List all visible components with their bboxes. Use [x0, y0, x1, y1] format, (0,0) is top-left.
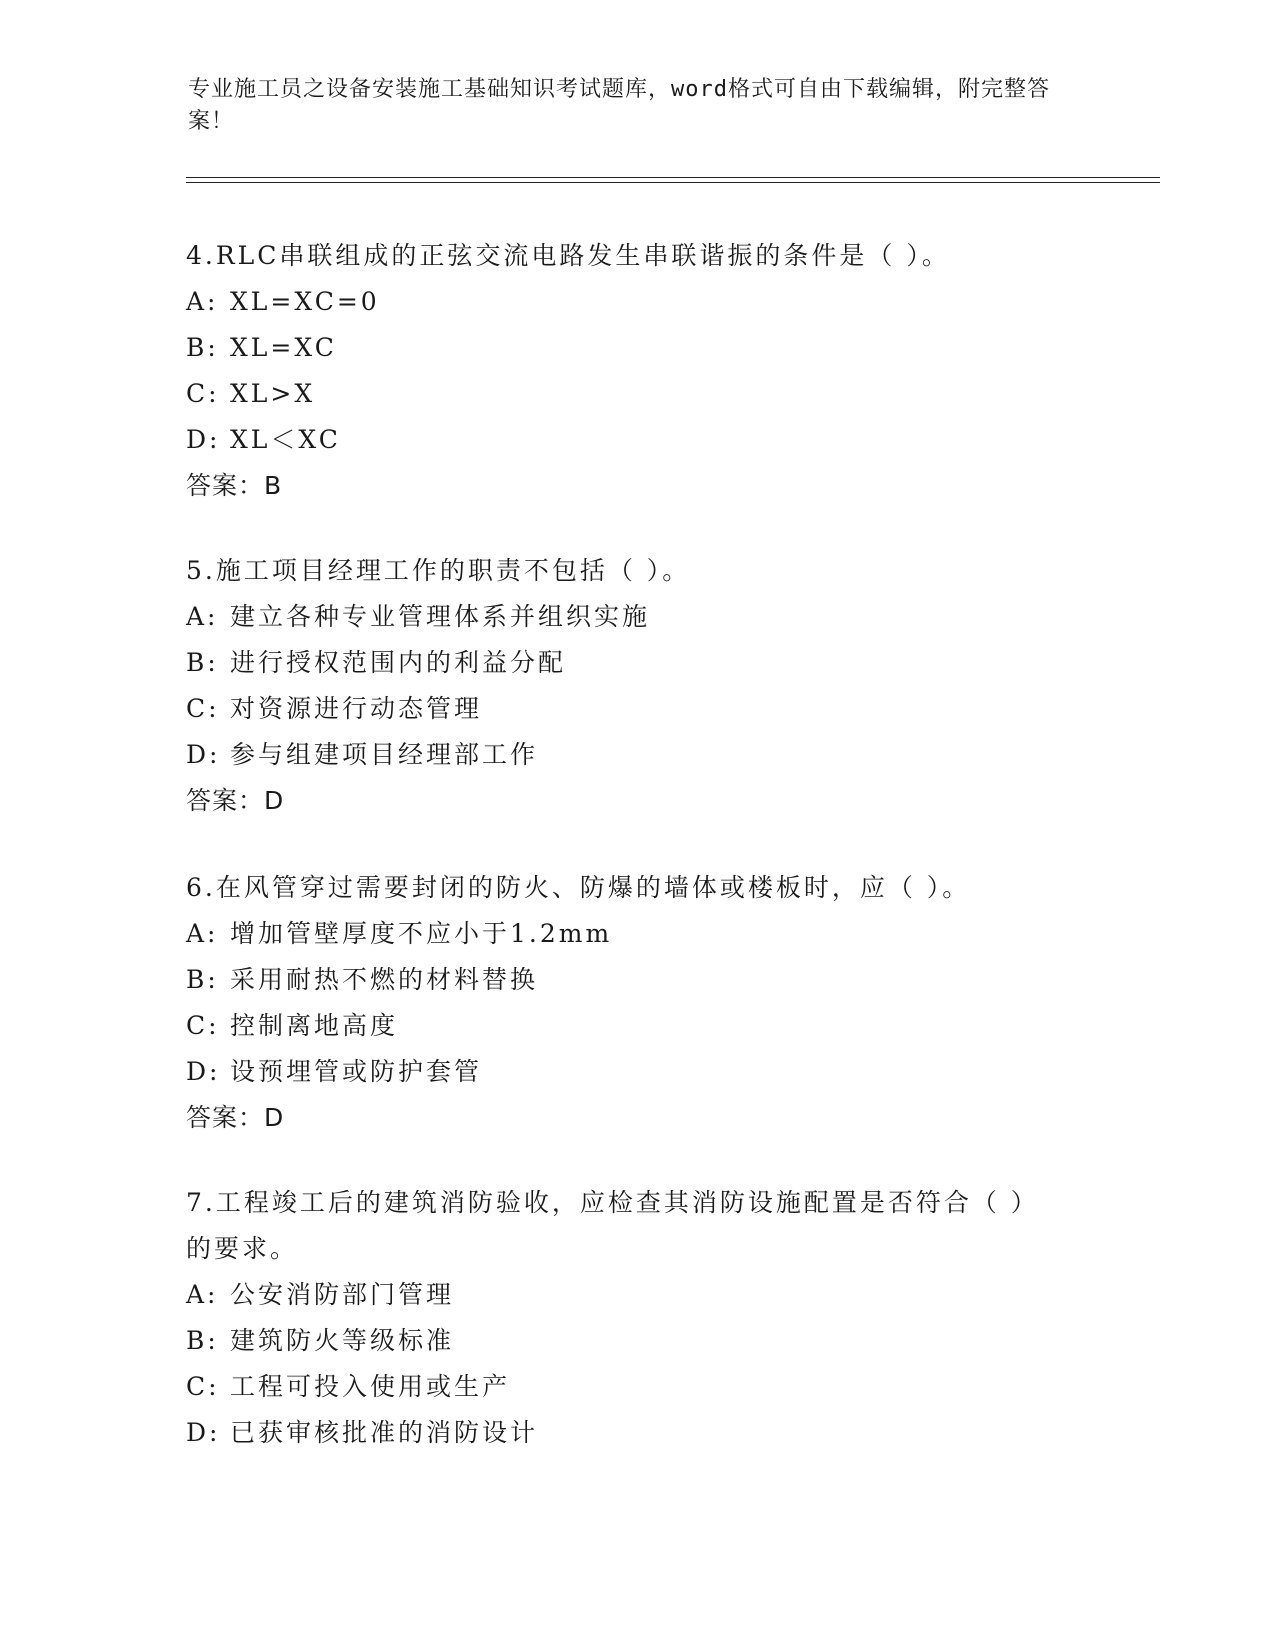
option-text: 采用耐热不燃的材料替换 [230, 965, 539, 994]
option-key: D: [186, 1057, 221, 1086]
option-key: A: [186, 1280, 219, 1309]
option-text: 已获审核批准的消防设计 [230, 1418, 539, 1447]
option-key: B: [186, 965, 219, 994]
option-text: 参与组建项目经理部工作 [230, 740, 539, 769]
option-b [186, 640, 1086, 686]
question-7 [186, 1180, 1086, 1456]
option-key: C: [186, 1372, 220, 1401]
option-key: B: [186, 1326, 219, 1355]
option-key: B: [186, 648, 219, 677]
option-a [186, 1272, 1086, 1318]
option-text: 公安消防部门管理 [230, 1280, 455, 1309]
header-divider-top [186, 177, 1160, 178]
option-text: 增加管壁厚度不应小于1.2mm [230, 919, 613, 948]
option-d [186, 417, 1086, 463]
question-6 [186, 865, 1086, 1141]
question-stem: 4.RLC串联组成的正弦交流电路发生串联谐振的条件是（ ）。 [186, 241, 950, 270]
question-4 [186, 233, 1086, 509]
option-key: A: [186, 919, 219, 948]
document-header: 专业施工员之设备安装施工基础知识考试题库，word格式可自由下载编辑，附完整答案！ [188, 77, 1050, 134]
option-c [186, 371, 1086, 417]
option-c [186, 1364, 1086, 1410]
option-key: A: [186, 287, 219, 316]
option-key: D: [186, 1418, 221, 1447]
option-text: XL＜XC [230, 425, 341, 454]
option-c [186, 1003, 1086, 1049]
option-key: C: [186, 379, 220, 408]
question-5 [186, 548, 1086, 824]
header-divider-bottom [186, 182, 1160, 183]
option-text: 建立各种专业管理体系并组织实施 [230, 602, 651, 631]
answer: 答案：D [186, 1103, 285, 1132]
question-stem: 6.在风管穿过需要封闭的防火、防爆的墙体或楼板时，应（ ）。 [186, 873, 971, 902]
option-c [186, 686, 1086, 732]
option-key: B: [186, 333, 219, 362]
option-text: 设预埋管或防护套管 [230, 1057, 483, 1086]
option-a [186, 279, 1086, 325]
option-key: C: [186, 694, 220, 723]
option-d [186, 1049, 1086, 1095]
option-d [186, 1410, 1086, 1456]
option-d [186, 732, 1086, 778]
option-key: D: [186, 425, 221, 454]
option-key: C: [186, 1011, 220, 1040]
option-b [186, 325, 1086, 371]
option-text: XL>X [230, 379, 316, 408]
question-stem: 7.工程竣工后的建筑消防验收，应检查其消防设施配置是否符合（ ）的要求。 [186, 1188, 1039, 1263]
option-text: 控制离地高度 [230, 1011, 399, 1040]
option-text: XL=XC [230, 333, 337, 362]
option-key: D: [186, 740, 221, 769]
option-b [186, 1318, 1086, 1364]
question-stem: 5.施工项目经理工作的职责不包括（ ）。 [186, 556, 691, 585]
answer: 答案：B [186, 471, 283, 500]
option-text: 对资源进行动态管理 [230, 694, 483, 723]
option-text: 进行授权范围内的利益分配 [230, 648, 567, 677]
option-a [186, 594, 1086, 640]
option-text: 建筑防火等级标准 [230, 1326, 455, 1355]
option-text: 工程可投入使用或生产 [230, 1372, 511, 1401]
option-text: XL=XC=0 [230, 287, 380, 316]
option-a [186, 911, 1086, 957]
option-key: A: [186, 602, 219, 631]
option-b [186, 957, 1086, 1003]
answer: 答案：D [186, 786, 285, 815]
